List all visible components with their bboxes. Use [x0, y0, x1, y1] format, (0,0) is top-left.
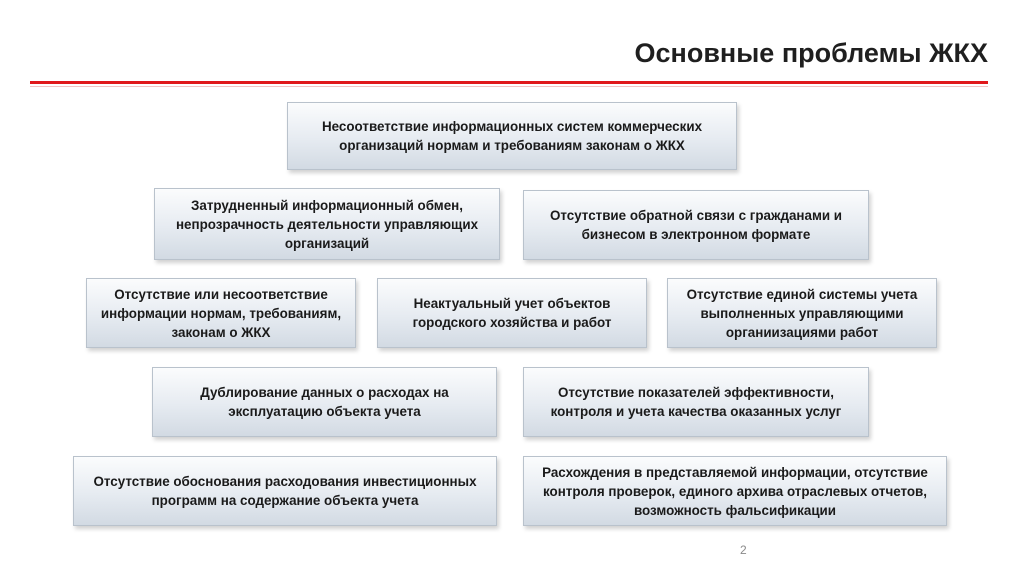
- problem-text: Расхождения в представляемой информации, отсутствие контроля проверок, единого архива отраслевых отчетов, возможность фальсификации: [542, 464, 928, 518]
- problem-box-6: [667, 278, 937, 348]
- problem-text: Отсутствие обратной связи с гражданами и бизнесом в электронном формате: [549, 208, 843, 242]
- problem-box-7: [152, 367, 497, 437]
- problem-text: Отсутствие единой системы учета выполненных управляющими органиизациями работ: [686, 286, 918, 340]
- problem-text: Дублирование данных о расходах на эксплуатацию объекта учета: [200, 385, 449, 419]
- problem-box-9: [73, 456, 497, 526]
- title-divider-shadow: [30, 86, 988, 87]
- problem-text: Затрудненный информационный обмен, непрозрачность деятельности управляющих организаций: [175, 197, 479, 251]
- problem-box-8: [523, 367, 869, 437]
- problem-box-3: [523, 190, 869, 260]
- problem-box-1: [287, 102, 737, 170]
- problem-box-10: [523, 456, 947, 526]
- slide-title: Основные проблемы ЖКХ: [634, 38, 988, 68]
- problem-text: Отсутствие или несоответствие информации нормам, требованиям, законам о ЖКХ: [100, 286, 342, 340]
- problem-box-2: [154, 188, 500, 260]
- page-number: 2: [740, 543, 747, 557]
- problem-text: Отсутствие показателей эффективности, контроля и учета качества оказанных услуг: [550, 385, 842, 419]
- problem-box-4: [86, 278, 356, 348]
- problem-text: Неактуальный учет объектов городского хозяйства и работ: [412, 296, 612, 330]
- problem-text: Отсутствие обоснования расходования инвестиционных программ на содержание объекта учета: [93, 474, 477, 508]
- problem-text: Несоответствие информационных систем коммерческих организаций нормам и требованиям законам о ЖКХ: [321, 119, 703, 153]
- title-divider: [30, 81, 988, 84]
- problem-box-5: [377, 278, 647, 348]
